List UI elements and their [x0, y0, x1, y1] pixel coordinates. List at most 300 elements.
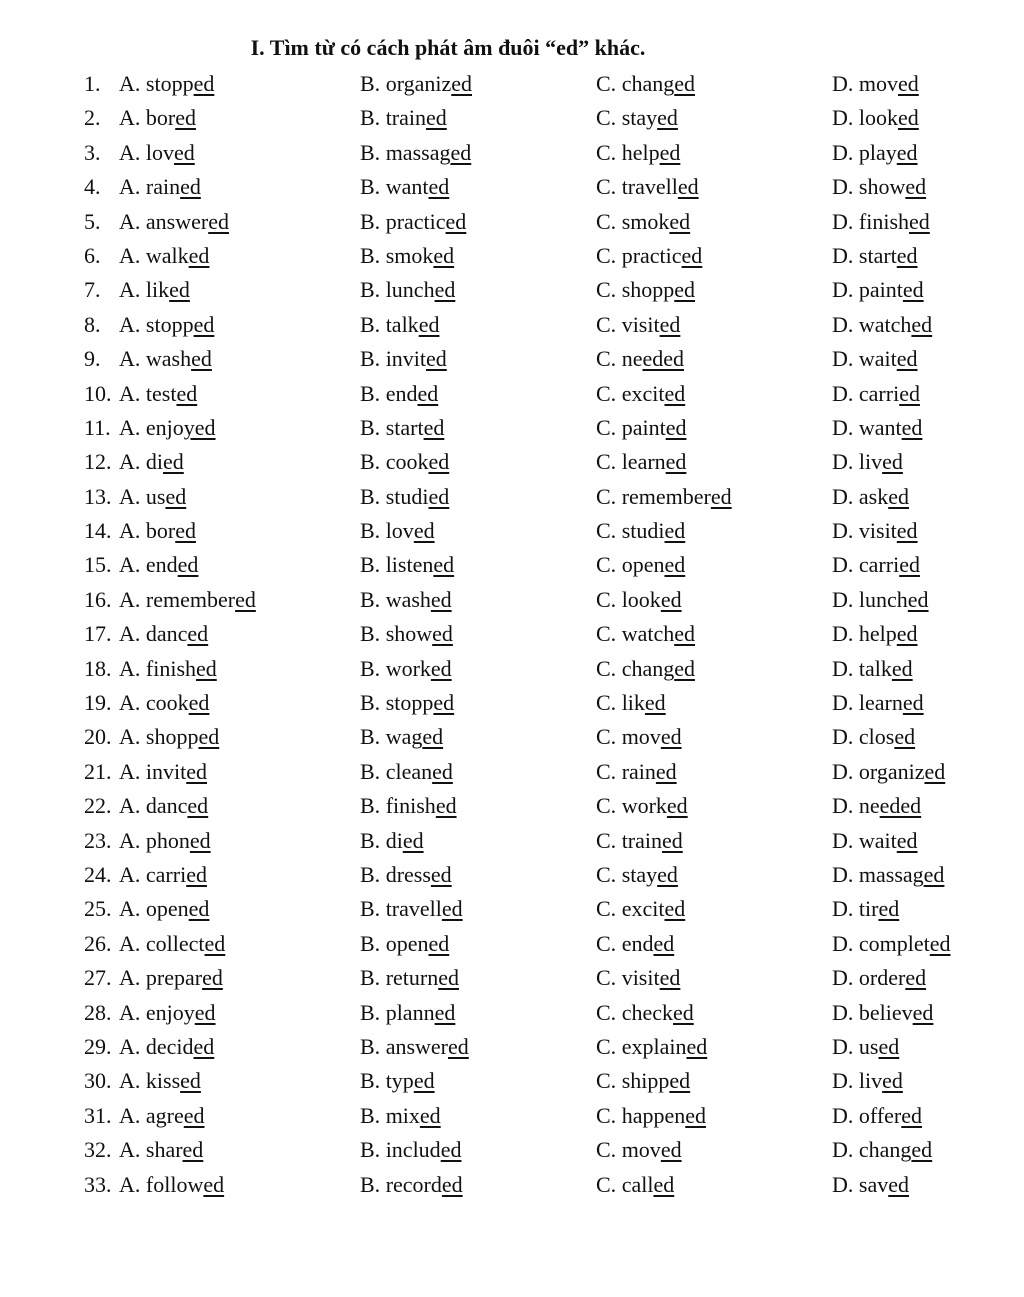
option-c — [596, 1030, 707, 1064]
question-number: 11. — [84, 414, 111, 440]
option-suffix: ed — [174, 139, 195, 165]
option-suffix: ed — [657, 105, 678, 131]
option-stem: decid — [145, 1033, 194, 1059]
option-label: C. — [596, 793, 622, 819]
option-stem: organiz — [385, 71, 452, 96]
option-suffix: ed — [438, 965, 459, 991]
option-d — [832, 67, 919, 101]
option-stem: phon — [145, 827, 190, 853]
option-label: D. — [832, 483, 859, 509]
option-c — [596, 858, 678, 892]
option-label: C. — [596, 71, 622, 96]
option-d — [832, 1099, 922, 1133]
option-b — [360, 548, 454, 582]
option-label: C. — [596, 758, 622, 784]
option-b — [360, 892, 463, 926]
option-label: C. — [596, 930, 622, 956]
option-label: C. — [596, 1137, 622, 1163]
option-c — [596, 342, 684, 376]
option-c — [596, 170, 699, 204]
question-number: 14. — [84, 518, 112, 544]
option-c — [596, 892, 685, 926]
option-stem: lunch — [385, 277, 435, 303]
option-stem: want — [858, 414, 902, 440]
option-stem: ask — [858, 483, 889, 509]
option-d — [832, 170, 926, 204]
option-a — [119, 239, 209, 273]
option-d — [832, 1168, 909, 1202]
option-stem: want — [385, 174, 429, 200]
option-d — [832, 583, 929, 617]
question-number: 26. — [84, 930, 112, 956]
option-suffix: ed — [432, 621, 453, 647]
option-stem: kiss — [145, 1068, 181, 1094]
option-suffix: ed — [659, 965, 681, 991]
option-suffix: ed — [183, 1102, 205, 1128]
option-stem: di — [385, 827, 403, 853]
option-stem: stay — [621, 105, 658, 131]
option-suffix: ed — [896, 621, 918, 647]
option-label: A. — [119, 105, 146, 131]
option-label: B. — [360, 827, 386, 853]
option-suffix: ed — [660, 724, 682, 750]
question-number: 9. — [84, 346, 101, 372]
option-a — [119, 1099, 205, 1133]
option-label: A. — [119, 758, 146, 784]
option-stem: invit — [385, 346, 427, 372]
option-label: C. — [596, 174, 622, 200]
option-a — [119, 480, 186, 514]
option-label: B. — [360, 655, 386, 681]
option-label: A. — [119, 71, 146, 96]
question-number: 32. — [84, 1137, 112, 1163]
question-number: 1. — [84, 71, 101, 96]
option-label: B. — [360, 242, 386, 268]
option-b — [360, 996, 455, 1030]
option-suffix: ed — [899, 552, 920, 578]
option-label: B. — [360, 861, 386, 887]
option-a — [119, 892, 209, 926]
option-b — [360, 583, 452, 617]
option-stem: watch — [858, 311, 912, 337]
option-label: D. — [832, 965, 859, 991]
option-stem: show — [385, 621, 433, 647]
option-label: A. — [119, 724, 146, 750]
option-suffix: ed — [664, 518, 686, 544]
option-suffix: ed — [198, 724, 220, 750]
option-stem: di — [145, 449, 164, 475]
option-c — [596, 996, 694, 1030]
option-label: B. — [360, 690, 386, 716]
option-suffix: ed — [912, 999, 934, 1025]
option-label: A. — [119, 518, 146, 544]
option-suffix: ed — [888, 483, 909, 509]
option-d — [832, 411, 922, 445]
option-suffix: ed — [681, 242, 703, 268]
option-a — [119, 720, 219, 754]
option-suffix: ed — [448, 1033, 469, 1059]
option-suffix: ed — [878, 1033, 900, 1059]
option-label: B. — [360, 105, 386, 131]
question-number: 23. — [84, 827, 112, 853]
option-b — [360, 961, 459, 995]
option-stem: studi — [621, 518, 665, 544]
option-label: D. — [832, 277, 859, 303]
option-c — [596, 548, 685, 582]
option-b — [360, 617, 453, 651]
question-number: 15. — [84, 552, 112, 578]
option-b — [360, 205, 466, 239]
option-stem: order — [858, 965, 906, 991]
option-d — [832, 514, 918, 548]
option-stem: believ — [858, 999, 913, 1025]
option-label: B. — [360, 621, 386, 647]
option-suffix: ed — [440, 1137, 462, 1163]
option-b — [360, 342, 447, 376]
option-d — [832, 824, 918, 858]
option-d — [832, 996, 933, 1030]
option-stem: talk — [385, 311, 419, 337]
option-label: B. — [360, 139, 386, 165]
option-stem: train — [621, 827, 663, 853]
option-label: A. — [119, 1068, 146, 1094]
option-stem: finish — [858, 208, 910, 234]
option-b — [360, 67, 472, 101]
option-suffix: ed — [686, 1033, 708, 1059]
option-suffix: ed — [674, 71, 695, 96]
option-d — [832, 1064, 903, 1098]
option-a — [119, 377, 197, 411]
option-a — [119, 1064, 201, 1098]
option-stem: lunch — [858, 586, 908, 612]
question-number: 25. — [84, 896, 112, 922]
option-suffix: ed — [902, 690, 924, 716]
option-suffix: ed — [426, 105, 447, 131]
option-suffix: ed — [433, 690, 455, 716]
option-stem: complet — [858, 930, 930, 956]
option-stem: start — [858, 242, 897, 268]
option-suffix: ed — [665, 414, 687, 440]
option-suffix: ed — [896, 346, 918, 372]
option-a — [119, 342, 212, 376]
option-stem: finish — [385, 793, 436, 819]
option-label: D. — [832, 861, 859, 887]
option-stem: talk — [858, 655, 892, 681]
option-suffix: ed — [193, 71, 215, 96]
option-d — [832, 858, 944, 892]
option-suffix: eded — [879, 793, 922, 819]
option-stem: walk — [145, 242, 189, 268]
option-suffix: ed — [191, 346, 212, 372]
option-d — [832, 1133, 932, 1167]
option-suffix: ed — [186, 861, 207, 887]
option-c — [596, 136, 680, 170]
option-d — [832, 652, 913, 686]
option-suffix: ed — [905, 965, 927, 991]
question-number: 29. — [84, 1033, 112, 1059]
option-label: D. — [832, 71, 859, 96]
option-c — [596, 1133, 682, 1167]
option-label: D. — [832, 999, 859, 1025]
option-stem: bor — [145, 105, 176, 131]
option-d — [832, 927, 951, 961]
option-label: B. — [360, 208, 386, 234]
option-label: C. — [596, 414, 622, 440]
option-stem: lik — [145, 277, 170, 303]
option-a — [119, 755, 207, 789]
option-suffix: ed — [657, 861, 678, 887]
option-label: A. — [119, 1137, 146, 1163]
option-suffix: ed — [899, 380, 920, 406]
option-d — [832, 480, 909, 514]
option-suffix: ed — [434, 277, 456, 303]
option-stem: explain — [621, 1033, 687, 1059]
option-label: B. — [360, 930, 386, 956]
option-label: C. — [596, 655, 622, 681]
option-suffix: ed — [418, 311, 440, 337]
option-label: A. — [119, 346, 146, 372]
option-stem: rain — [145, 174, 181, 200]
option-stem: wait — [858, 827, 897, 853]
option-b — [360, 514, 435, 548]
option-label: A. — [119, 449, 146, 475]
option-label: A. — [119, 930, 146, 956]
option-suffix: ed — [180, 1068, 201, 1094]
option-suffix: ed — [901, 414, 923, 440]
option-label: B. — [360, 999, 386, 1025]
option-b — [360, 273, 455, 307]
option-stem: test — [145, 380, 177, 406]
option-label: A. — [119, 1102, 146, 1128]
option-suffix: ed — [208, 208, 229, 234]
option-b — [360, 377, 438, 411]
option-c — [596, 1168, 674, 1202]
option-label: B. — [360, 346, 386, 372]
option-a — [119, 1168, 224, 1202]
option-suffix: ed — [882, 1068, 903, 1094]
option-suffix: ed — [428, 449, 450, 475]
option-label: D. — [832, 1137, 859, 1163]
option-stem: smok — [621, 208, 670, 234]
option-suffix: ed — [664, 896, 686, 922]
option-b — [360, 720, 443, 754]
option-stem: end — [145, 552, 178, 578]
option-b — [360, 170, 449, 204]
option-a — [119, 927, 225, 961]
option-label: C. — [596, 965, 622, 991]
option-stem: excit — [621, 896, 665, 922]
option-stem: enjo — [145, 414, 184, 440]
option-suffix: ed — [923, 861, 945, 887]
option-suffix: ed — [662, 827, 683, 853]
option-label: A. — [119, 861, 146, 887]
option-d — [832, 617, 918, 651]
question-number: 28. — [84, 999, 112, 1025]
option-label: C. — [596, 896, 622, 922]
option-label: B. — [360, 552, 386, 578]
option-c — [596, 961, 680, 995]
option-suffix: ed — [685, 1102, 706, 1128]
option-suffix: ed — [428, 930, 450, 956]
option-suffix: ed — [659, 139, 681, 165]
option-suffix: ed — [203, 1171, 225, 1197]
option-c — [596, 273, 695, 307]
option-b — [360, 755, 453, 789]
option-suffix: ed — [898, 71, 919, 96]
option-stem: includ — [385, 1137, 441, 1163]
option-a — [119, 67, 214, 101]
option-b — [360, 480, 449, 514]
option-label: D. — [832, 208, 859, 234]
option-label: C. — [596, 586, 622, 612]
option-suffix: ed — [653, 930, 675, 956]
option-a — [119, 961, 223, 995]
option-label: D. — [832, 1033, 859, 1059]
option-label: D. — [832, 311, 859, 337]
option-label: A. — [119, 965, 146, 991]
option-a — [119, 308, 214, 342]
option-stem: bor — [145, 518, 176, 544]
option-label: C. — [596, 621, 622, 647]
question-number: 16. — [84, 586, 112, 612]
option-b — [360, 652, 452, 686]
option-label: A. — [119, 380, 146, 406]
option-suffix: ed — [659, 311, 681, 337]
option-suffix: ed — [202, 965, 223, 991]
option-stem: danc — [145, 621, 188, 647]
option-stem: collect — [145, 930, 205, 956]
option-stem: paint — [621, 414, 666, 440]
option-a — [119, 824, 211, 858]
option-d — [832, 755, 945, 789]
option-suffix: ed — [235, 586, 256, 612]
option-suffix: ed — [177, 552, 199, 578]
option-stem: train — [385, 105, 427, 131]
option-b — [360, 927, 449, 961]
option-b — [360, 239, 454, 273]
option-label: D. — [832, 827, 859, 853]
option-label: D. — [832, 346, 859, 372]
option-b — [360, 1064, 435, 1098]
option-stem: us — [145, 483, 166, 509]
option-d — [832, 892, 899, 926]
option-label: D. — [832, 724, 859, 750]
option-label: B. — [360, 1137, 386, 1163]
option-suffix: ed — [430, 861, 452, 887]
option-label: D. — [832, 793, 859, 819]
option-a — [119, 1030, 214, 1064]
option-d — [832, 720, 915, 754]
option-c — [596, 101, 678, 135]
option-suffix: ed — [891, 655, 913, 681]
option-c — [596, 411, 686, 445]
option-c — [596, 789, 688, 823]
option-suffix: ed — [423, 414, 445, 440]
option-stem: visit — [621, 311, 660, 337]
option-label: C. — [596, 449, 622, 475]
option-a — [119, 789, 208, 823]
option-suffix: ed — [674, 277, 696, 303]
option-suffix: ed — [196, 655, 217, 681]
option-label: D. — [832, 1171, 859, 1197]
option-label: A. — [119, 1171, 146, 1197]
option-b — [360, 1099, 441, 1133]
option-d — [832, 377, 920, 411]
option-stem: travell — [621, 174, 678, 200]
option-label: C. — [596, 139, 622, 165]
option-stem: check — [621, 999, 673, 1025]
option-label: C. — [596, 724, 622, 750]
option-suffix: ed — [674, 655, 695, 681]
option-suffix: ed — [660, 1137, 682, 1163]
option-stem: open — [621, 552, 665, 578]
option-a — [119, 101, 196, 135]
option-suffix: ed — [660, 586, 682, 612]
option-suffix: ed — [419, 1102, 441, 1128]
option-suffix: ed — [186, 758, 207, 784]
option-suffix: ed — [417, 380, 439, 406]
option-stem: ne — [621, 346, 643, 372]
option-label: A. — [119, 793, 146, 819]
option-label: B. — [360, 380, 386, 406]
option-label: C. — [596, 518, 622, 544]
option-suffix: ed — [430, 586, 452, 612]
option-label: D. — [832, 758, 859, 784]
question-number: 22. — [84, 793, 112, 819]
option-label: C. — [596, 690, 622, 716]
option-label: B. — [360, 483, 386, 509]
option-stem: typ — [385, 1068, 414, 1094]
option-c — [596, 755, 677, 789]
option-suffix: ed — [924, 758, 946, 784]
question-number: 6. — [84, 242, 101, 268]
question-number: 19. — [84, 690, 112, 716]
option-suffix: ed — [450, 139, 472, 165]
option-stem: help — [858, 621, 897, 647]
option-label: D. — [832, 105, 859, 131]
option-label: A. — [119, 208, 146, 234]
option-stem: clean — [385, 758, 433, 784]
option-label: A. — [119, 552, 146, 578]
option-stem: finish — [145, 655, 197, 681]
option-stem: tir — [858, 896, 879, 922]
option-d — [832, 101, 919, 135]
option-a — [119, 514, 196, 548]
option-label: D. — [832, 518, 859, 544]
option-label: B. — [360, 277, 386, 303]
option-suffix: ed — [188, 242, 210, 268]
option-b — [360, 411, 444, 445]
option-label: D. — [832, 380, 859, 406]
option-stem: ne — [858, 793, 880, 819]
option-label: D. — [832, 414, 859, 440]
option-suffix: ed — [882, 449, 903, 475]
option-suffix: ed — [182, 1137, 204, 1163]
option-suffix: ed — [888, 1171, 909, 1197]
option-stem: open — [385, 930, 429, 956]
option-stem: answer — [145, 208, 209, 234]
option-stem: remember — [145, 586, 236, 612]
option-stem: stopp — [385, 690, 434, 716]
option-stem: massag — [858, 861, 924, 887]
option-stem: plann — [385, 999, 435, 1025]
option-label: C. — [596, 861, 622, 887]
option-d — [832, 1030, 899, 1064]
option-stem: remember — [621, 483, 711, 509]
option-label: C. — [596, 346, 622, 372]
option-stem: play — [858, 139, 897, 165]
option-suffix: ed — [175, 518, 196, 544]
